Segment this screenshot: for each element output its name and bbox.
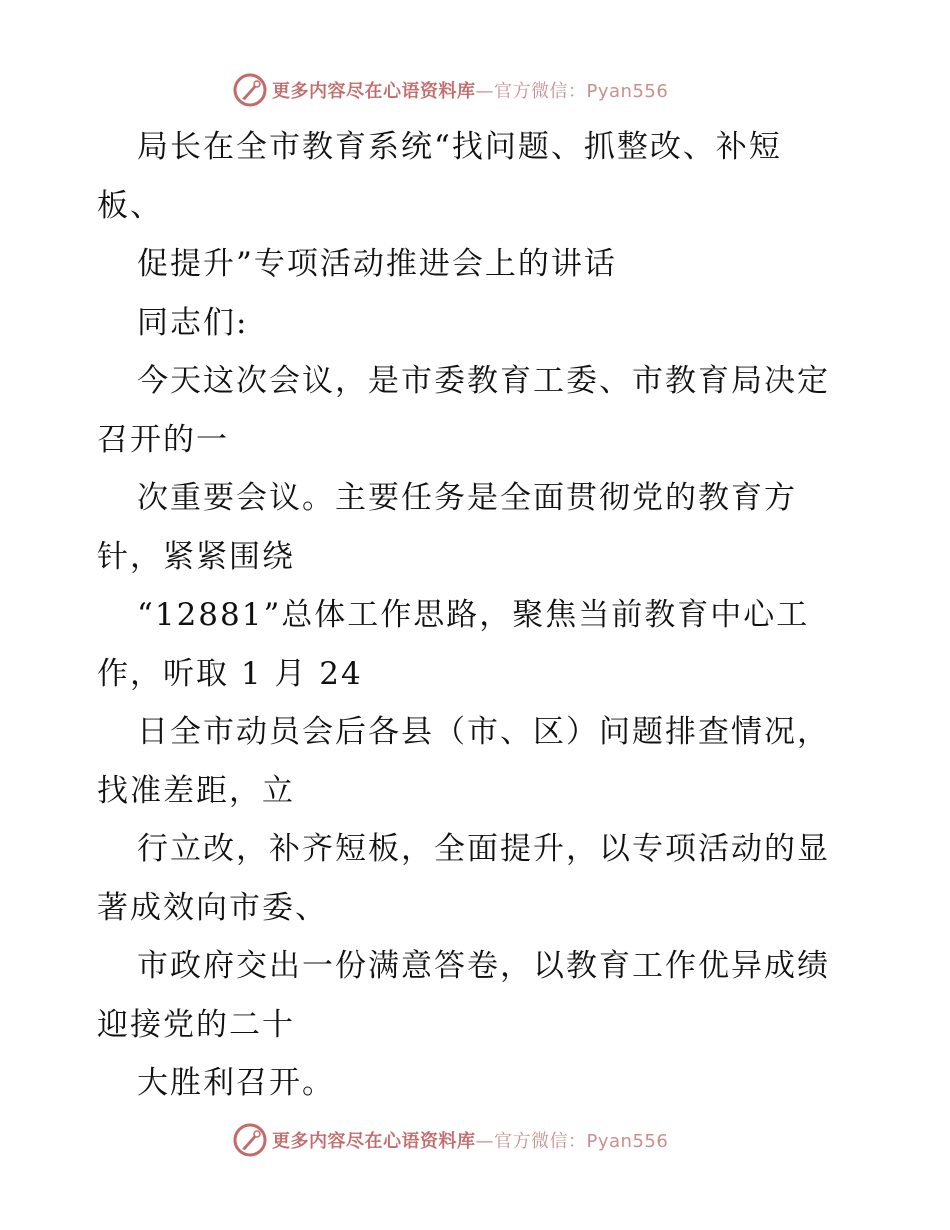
watermark-separator: — [475, 81, 494, 102]
text-line: 局长在全市教育系统“找问题、抓整改、补短 [137, 129, 782, 165]
text-line: 板、 [97, 187, 163, 224]
document-body [97, 118, 857, 1113]
text-line: 找准差距，立 [97, 772, 295, 809]
watermark-separator: — [475, 1131, 494, 1152]
text-line: 迎接党的二十 [97, 1006, 295, 1043]
watermark-text [272, 1127, 668, 1153]
watermark-suffix: 官方微信：Pyan556 [494, 1131, 669, 1152]
text-line: 促提升”专项活动推进会上的讲话 [137, 246, 617, 282]
text-line: 针，紧紧围绕 [97, 538, 295, 575]
footer-watermark [232, 1120, 752, 1160]
watermark-brand: 更多内容尽在心语资料库 [272, 81, 476, 102]
text-line: 行立改，补齐短板，全面提升，以专项活动的显 [137, 831, 830, 867]
header-watermark [232, 70, 752, 110]
watermark-suffix: 官方微信：Pyan556 [494, 81, 669, 102]
watermark-brand: 更多内容尽在心语资料库 [272, 1131, 476, 1152]
text-line: 市政府交出一份满意答卷，以教育工作优异成绩 [137, 948, 830, 984]
text-line: 日全市动员会后各县（市、区）问题排查情况， [137, 714, 830, 750]
watermark-text [272, 77, 668, 103]
text-line: 作，听取 1 月 24 [97, 655, 363, 692]
text-line: 大胜利召开。 [137, 1065, 335, 1101]
text-line: 今天这次会议，是市委教育工委、市教育局决定 [137, 363, 830, 399]
text-line: 召开的一 [97, 421, 229, 458]
text-line: 次重要会议。主要任务是全面贯彻党的教育方 [137, 480, 797, 516]
text-line: 同志们: [137, 304, 249, 341]
quill-logo-icon [232, 1122, 268, 1158]
text-line: 著成效向市委、 [97, 889, 328, 926]
quill-logo-icon [232, 72, 268, 108]
text-line: “12881”总体工作思路，聚焦当前教育中心工 [137, 597, 810, 633]
